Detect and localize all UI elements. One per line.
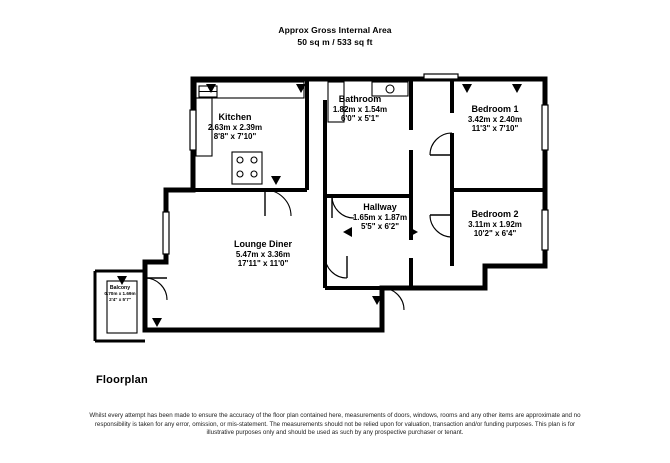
room-metric-hallway: 1.65m x 1.87m (352, 212, 408, 222)
area-header-line2: 50 sq m / 533 sq ft (297, 37, 373, 47)
room-imperial-balcony: 2'4" x 5'7" (109, 296, 131, 302)
room-name-hallway: Hallway (363, 202, 397, 212)
room-metric-bedroom1: 3.42m x 2.40m (467, 114, 523, 124)
room-imperial-kitchen: 8'8" x 7'10" (213, 132, 257, 142)
room-name-bedroom2: Bedroom 2 (471, 209, 519, 219)
room-imperial-lounge: 17'11" x 11'0" (237, 259, 289, 269)
room-imperial-bedroom1: 11'3" x 7'10" (471, 124, 519, 134)
room-metric-bathroom: 1.82m x 1.54m (332, 104, 388, 114)
room-label-bathroom (308, 94, 412, 123)
room-name-bedroom1: Bedroom 1 (471, 104, 519, 114)
room-label-bedroom1 (440, 104, 550, 133)
window-left-lounge (163, 212, 169, 254)
room-name-bathroom: Bathroom (338, 94, 382, 104)
room-label-balcony (92, 285, 148, 302)
room-label-bedroom2 (440, 209, 550, 238)
room-imperial-bathroom: 6'0" x 5'1" (340, 114, 380, 124)
disclaimer-text: Whilst every attempt has been made to ensure the accuracy of the floor plan contained here, measurements of doors, windows, rooms and any other items are approximate and no responsibility is taken for any error, omission, or mis-statement. The measurements should not be relied upon for valuation, transaction and/or funding purposes. This plan is for illustrative purposes only and should be used as such by any prospective purchaser or tenant. (89, 412, 581, 437)
room-metric-bedroom2: 3.11m x 1.92m (468, 219, 522, 229)
room-label-hallway (328, 202, 432, 231)
floorplan-title: Floorplan (96, 374, 148, 386)
room-metric-balcony: 0.70m x 1.69m (104, 291, 136, 297)
room-imperial-bedroom2: 10'2" x 6'4" (473, 229, 517, 239)
windows (424, 74, 458, 79)
room-imperial-hallway: 5'5" x 6'2" (360, 222, 400, 232)
room-name-lounge: Lounge Diner (234, 239, 292, 249)
room-metric-lounge: 5.47m x 3.36m (235, 249, 291, 259)
room-label-kitchen (180, 112, 290, 141)
room-name-kitchen: Kitchen (218, 112, 252, 122)
area-header-line1: Approx Gross Internal Area (278, 25, 392, 35)
room-name-balcony: Balcony (109, 285, 131, 291)
room-metric-kitchen: 2.63m x 2.39m (207, 122, 263, 132)
room-label-lounge (198, 239, 328, 268)
